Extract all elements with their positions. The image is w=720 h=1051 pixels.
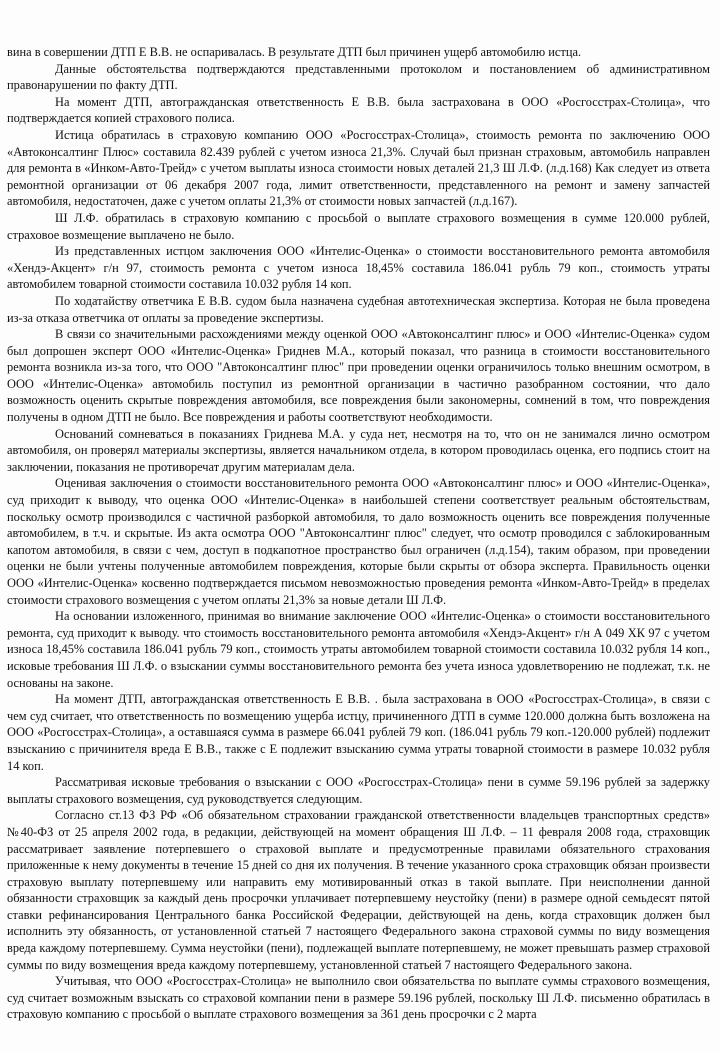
paragraph: По ходатайству ответчика Е В.В. судом была назначена судебная автотехническая экспертиза. Которая не была проведена из-за отказа ответчика от оплаты за проведение экспертизы. <box>7 293 710 325</box>
paragraph: Из представленных истцом заключения ООО «Интелис-Оценка» о стоимости восстановительного ремонта автомобиля «Хендэ-Акцент» г/н 97, стоимость ремонта с учетом износа 18,45% составила 186.041 рубль 79 коп., стоимость утраты автомобилем товарной стоимости составила 10.032 рубля 14 коп. <box>7 244 710 292</box>
paragraph: Ш Л.Ф. обратилась в страховую компанию с просьбой о выплате страхового возмещения в сумме 120.000 рублей, страховое возмещение выплачено не было. <box>7 210 710 242</box>
paragraph: Оценивая заключения о стоимости восстановительного ремонта ООО «Автоконсалтинг плюс» и ООО «Интелис-Оценка», суд приходит к выводу, что оценка ООО «Интелис-Оценка» в наибольшей степени соответствует реальным обстоятельствам, поскольку осмотр производился с частичной разборкой автомобиля, то дало возможность оценить все повреждения полученные автомобилем, в т.ч. и скрытые. Из акта осмотра ООО "Автоконсалтинг плюс" следует, что осмотр проводился с заблокированным капотом автомобиля, в связи с чем, доступ в подкапотное пространство был ограничен (л.д.154), таким образом, при проведении оценки не были учтены полученные автомобилем повреждения, которые были скрыты от обзора эксперта. Правильность оценки ООО «Интелис-Оценка» косвенно подтверждается письмом невозможностью проведения ремонта «Инком-Авто-Трейд» в пределах стоимости страхового возмещения с учетом оплаты 21,3% за новые детали Ш Л.Ф. <box>7 476 710 607</box>
paragraph: Оснований сомневаться в показаниях Гриднева М.А. у суда нет, несмотря на то, что он не занимался лично осмотром автомобиля, он проверял материалы экспертизы, является начальником отдела, в котором проводилась оценка, его подпись стоит на заключении, показания не противоречат другим материалам дела. <box>7 426 710 474</box>
document-body <box>7 44 710 1023</box>
paragraph: Данные обстоятельства подтверждаются представленными протоколом и постановлением об административном правонарушении по факту ДТП. <box>7 61 710 93</box>
paragraph: Согласно ст.13 ФЗ РФ «Об обязательном страховании гражданской ответственности владельцев транспортных средств» №40-ФЗ от 25 апреля 2002 года, в редакции, действующей на момент обращения Ш Л.Ф. – 11 февраля 2008 года, страховщик рассматривает заявление потерпевшего о страховой выплате и предусмотренные правилами обязательного страхования приложенные к нему документы в течение 15 дней со дня их получения. В течение указанного срока страховщик обязан произвести страховую выплату потерпевшему или направить ему мотивированный отказ в такой выплате. При неисполнении данной обязанности страховщик за каждый день просрочки уплачивает потерпевшему неустойку (пени) в размере одной семьдесят пятой ставки рефинансирования Центрального банка Российской Федерации, действующей на день, когда страховщик должен был исполнить эту обязанность, от установленной статьей 7 настоящего Федерального закона страховой суммы по виду возмещения вреда каждому потерпевшему. Сумма неустойки (пени), подлежащей выплате потерпевшему, не может превышать размер страховой суммы по виду возмещения вреда каждому потерпевшему, установленной статьей 7 настоящего Федерального закона. <box>7 808 710 972</box>
paragraph: На момент ДТП, автогражданская ответственность Е В.В. . была застрахована в ООО «Росгосстрах-Столица», в связи с чем суд считает, что ответственность по возмещению ущерба истцу, причиненного ДТП в сумме 120.000 должна быть возложена на ООО «Росгосстрах-Столица», а оставшаяся сумма в размере 66.041 рублей 79 коп. (186.041 рубль 79 коп.-120.000 рублей) подлежит взысканию с причинителя вреда Е В.В., также с Е подлежит взысканию сумма утраты товарной стоимости в размере 10.032 рубля 14 коп. <box>7 692 710 773</box>
paragraph: На основании изложенного, принимая во внимание заключение ООО «Интелис-Оценка» о стоимости восстановительного ремонта, суд приходит к выводу. что стоимость восстановительного ремонта автомобиля «Хендэ-Акцент» г/н А 049 ХК 97 с учетом износа 18,45% составила 186.041 рубль 79 коп., стоимость утраты автомобилем товарной стоимости составила 10.032 рубля 14 коп., исковые требования Ш Л.Ф. о взыскании суммы восстановительного ремонта без учета износа удовлетворению не подлежат, т.к. не основаны на законе. <box>7 609 710 690</box>
paragraph: Истица обратилась в страховую компанию ООО «Росгосстрах-Столица», стоимость ремонта по заключению ООО «Автоконсалтинг Плюс» составила 82.439 рублей с учетом износа 21,3%. Случай был признан страховым, автомобиль направлен для ремонта в «Инком-Авто-Трейд» с учетом выплаты износа стоимости новых деталей 21,3 Ш Л.Ф. (л.д.168) Как следует из ответа ремонтной организации от 06 декабря 2007 года, лимит ответственности, представленного на ремонт и замену запчастей автомобиля, недостаточен, даже с учетом оплаты 21,3% от стоимости новых запчастей (л.д.167). <box>7 127 710 209</box>
paragraph: В связи со значительными расхождениями между оценкой ООО «Автоконсалтинг плюс» и ООО «Интелис-Оценка» судом был допрошен эксперт ООО «Интелис-Оценка» Гриднев М.А., который показал, что разница в стоимости восстановительного ремонта возникла из-за того, что ООО "Автоконсалтинг плюс" при проведении оценки ограничилось только внешним осмотром, в ООО «Интелис-Оценка» автомобиль поступил из ремонтной организации в частично разобранном состоянии, что дало возможность оценить скрытые повреждения автомобиля, все повреждения были закономерны, сомнений в том, что повреждения получены в одном ДТП не было. Все повреждения и работы соответствуют необходимости. <box>7 327 710 425</box>
paragraph: На момент ДТП, автогражданская ответственность Е В.В. была застрахована в ООО «Росгосстрах-Столица», что подтверждается копией страхового полиса. <box>7 94 710 126</box>
paragraph: Учитывая, что ООО «Росгосстрах-Столица» не выполнило свои обязательства по выплате суммы страхового возмещения, суд считает возможным взыскать со страховой компании пени в размере 59.196 рублей, поскольку Ш Л.Ф. письменно обратилась в страховую компанию с просьбой о выплате страхового возмещения за 361 день просрочки с 2 марта <box>7 974 710 1022</box>
paragraph: вина в совершении ДТП Е В.В. не оспаривалась. В результате ДТП был причинен ущерб автомобилю истца. <box>7 45 582 59</box>
paragraph: Рассматривая исковые требования о взыскании с ООО «Росгосстрах-Столица» пени в сумме 59.196 рублей за задержку выплаты страхового возмещения, суд руководствуется следующим. <box>7 775 710 806</box>
